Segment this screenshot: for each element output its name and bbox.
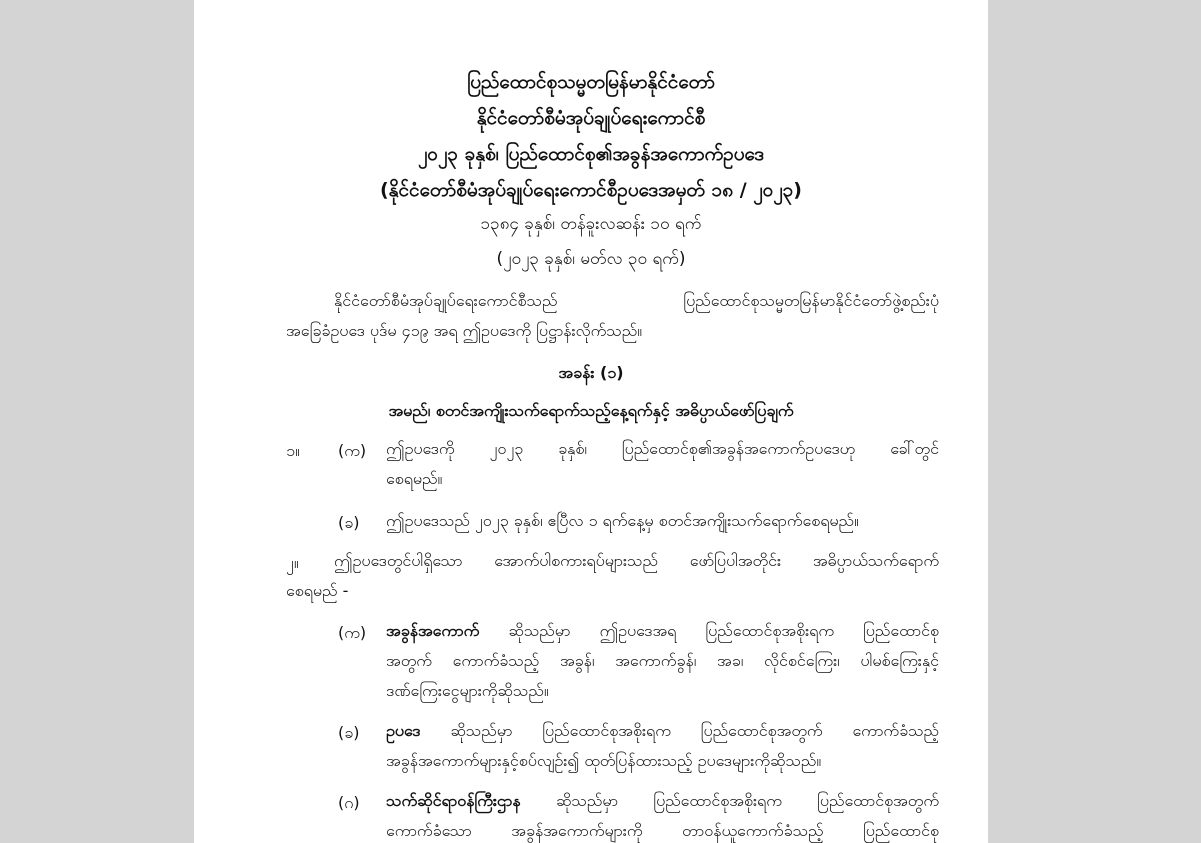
date-myanmar: ၁၃၈၄ ခုနှစ်၊ တန်ခူးလဆန်း ၁၀ ရက် xyxy=(480,214,702,234)
header-country: ပြည်ထောင်စုသမ္မတမြန်မာနိုင်ငံတော် xyxy=(467,71,715,93)
date-gregorian: (၂၀၂၃ ခုနှစ်၊ မတ်လ ၃၀ ရက်) xyxy=(496,249,686,269)
section-2-line-2: စေရမည် - xyxy=(286,581,349,600)
preamble-line-2: အခြေခံဥပဒေ ပုဒ်မ ၄၁၉ အရ ဤဥပဒေကို ပြဋ္ဌာန်းလိုက်သည်။ xyxy=(286,321,643,340)
section-2c-line-2: ကောက်ခံသော အခွန်အကောက်များကို တာဝန်ယူကောက်ခံသည့် ပြည်ထောင်စု xyxy=(386,821,939,840)
section-2b-line-1 xyxy=(386,716,939,746)
section-2b-text: ဆိုသည်မှာ ပြည်ထောင်စုအစိုးရက ပြည်ထောင်စုအတွက် ကောက်ခံသည့် xyxy=(420,721,939,740)
term-law: ဥပဒေ xyxy=(386,721,421,740)
section-2a-text: ဆိုသည်မှာ ဤဥပဒေအရ ပြည်ထောင်စုအစိုးရက ပြည်ထောင်စု xyxy=(479,621,939,640)
section-2a-label: (က) xyxy=(338,623,367,642)
document-page xyxy=(194,0,988,843)
term-ministry: သက်ဆိုင်ရာဝန်ကြီးဌာန xyxy=(386,791,521,810)
section-2c-text: ဆိုသည်မှာ ပြည်ထောင်စုအစိုးရက ပြည်ထောင်စုအတွက် xyxy=(520,791,939,810)
section-2c-label: (ဂ) xyxy=(338,793,360,812)
section-2b-label: (ခ) xyxy=(338,723,360,742)
section-1a-line-1: ဤဥပဒေကို ၂၀၂၃ ခုနှစ်၊ ပြည်ထောင်စု၏အခွန်အကောက်ဥပဒေဟု ခေါ်တွင် xyxy=(386,439,939,458)
chapter-title: အခန်း (၁) xyxy=(558,363,624,382)
section-2c-line-1 xyxy=(386,786,939,816)
section-2a-line-1 xyxy=(386,616,939,646)
header-law-number: (နိုင်ငံတော်စီမံအုပ်ချုပ်ရေးကောင်စီဥပဒေအမှတ် ၁၈ / ၂၀၂၃) xyxy=(380,179,802,201)
chapter-subtitle: အမည်၊ စတင်အကျိုးသက်ရောက်သည့်နေ့ရက်နှင့် အဓိပ္ပာယ်ဖော်ပြချက် xyxy=(388,401,794,420)
section-1b-label: (ခ) xyxy=(338,513,360,532)
section-2-line-1: ဤဥပဒေတွင်ပါရှိသော အောက်ပါစကားရပ်များသည် ဖော်ပြပါအတိုင်း အဓိပ္ပာယ်သက်ရောက် xyxy=(334,551,939,570)
preamble-line-1: နိုင်ငံတော်စီမံအုပ်ချုပ်ရေးကောင်စီသည် ပြည်ထောင်စုသမ္မတမြန်မာနိုင်ငံတော်ဖွဲ့စည်းပုံ xyxy=(334,291,939,310)
section-2-number: ၂။ xyxy=(286,553,299,572)
section-1b-line-1: ဤဥပဒေသည် ၂၀၂၃ ခုနှစ်၊ ဧပြီလ ၁ ရက်နေ့မှ စတင်အကျိုးသက်ရောက်စေရမည်။ xyxy=(386,511,859,530)
section-1a-line-2: စေရမည်။ xyxy=(386,469,443,488)
section-1a-label: (က) xyxy=(338,441,367,460)
header-council: နိုင်ငံတော်စီမံအုပ်ချုပ်ရေးကောင်စီ xyxy=(476,107,706,129)
term-tax: အခွန်အကောက် xyxy=(386,621,480,640)
section-1-number: ၁။ xyxy=(286,441,300,460)
section-2b-line-2: အခွန်အကောက်များနှင့်စပ်လျဉ်း၍ ထုတ်ပြန်ထားသည့် ဥပဒေများကိုဆိုသည်။ xyxy=(386,751,822,770)
header-law-title: ၂၀၂၃ ခုနှစ်၊ ပြည်ထောင်စု၏အခွန်အကောက်ဥပဒေ xyxy=(417,143,765,165)
section-2a-line-2: အတွက် ကောက်ခံသည့် အခွန်၊ အကောက်ခွန်၊ အခ၊ လိုင်စင်ကြေး၊ ပါမစ်ကြေးနှင့် xyxy=(386,651,939,670)
section-2a-line-3: ဒဏ်ကြေးငွေများကိုဆိုသည်။ xyxy=(386,681,549,700)
